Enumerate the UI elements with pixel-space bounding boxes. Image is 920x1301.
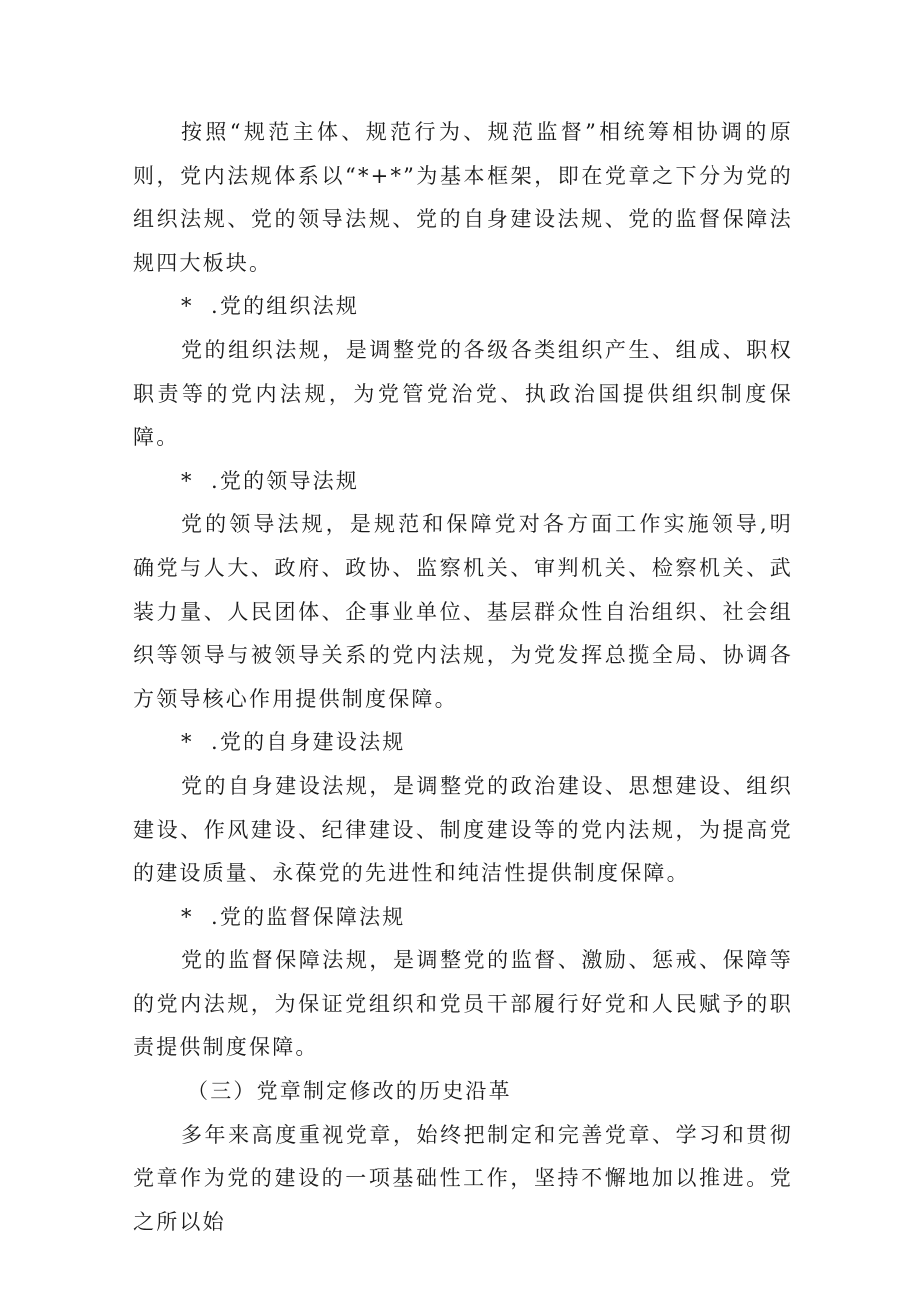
item-4 xyxy=(133,896,793,1070)
item-heading xyxy=(133,460,793,504)
item-body: 党的自身建设法规，是调整党的政治建设、思想建设、组织建设、作风建设、纪律建设、制度建设等的党内法规，为提高党的建设质量、永葆党的先进性和纯洁性提供制度保障。 xyxy=(133,773,793,886)
intro-paragraph: 按照“规范主体、规范行为、规范监督”相统筹相协调的原则，党内法规体系以“*+*”为基本框架，即在党章之下分为党的组织法规、党的领导法规、党的自身建设法规、党的监督保障法规四大板块。 xyxy=(133,120,793,275)
item-title: .党的监督保障法规 xyxy=(211,904,406,929)
item-1 xyxy=(133,285,793,459)
item-marker: * xyxy=(181,294,194,319)
item-title: .党的自身建设法规 xyxy=(211,730,406,755)
item-marker: * xyxy=(181,468,194,493)
item-marker: * xyxy=(181,730,194,755)
item-marker: * xyxy=(181,904,194,929)
item-heading xyxy=(133,721,793,765)
section-body: 多年来高度重视党章，始终把制定和完善党章、学习和贯彻党章作为党的建设的一项基础性工作，坚持不懈地加以推进。党之所以始 xyxy=(133,1122,793,1234)
item-title: .党的组织法规 xyxy=(211,294,360,319)
item-heading xyxy=(133,285,793,329)
section-heading: （三）党章制定修改的历史沿革 xyxy=(187,1079,512,1104)
item-heading xyxy=(133,896,793,940)
item-body: 党的监督保障法规，是调整党的监督、激励、惩戒、保障等的党内法规，为保证党组织和党员干部履行好党和人民赋予的职责提供制度保障。 xyxy=(133,948,793,1060)
document-page xyxy=(133,111,793,1244)
item-body: 党的组织法规，是调整党的各级各类组织产生、组成、职权职责等的党内法规，为党管党治党、执政治国提供组织制度保障。 xyxy=(133,337,793,450)
item-title: .党的领导法规 xyxy=(211,468,360,493)
item-3 xyxy=(133,721,793,895)
item-body: 党的领导法规，是规范和保障党对各方面工作实施领导,明确党与人大、政府、政协、监察机关、审判机关、检察机关、武装力量、人民团体、企事业单位、基层群众性自治组织、社会组织等领导与被领导关系的党内法规，为党发挥总揽全局、协调各方领导核心作用提供制度保障。 xyxy=(133,512,793,711)
item-2 xyxy=(133,460,793,722)
